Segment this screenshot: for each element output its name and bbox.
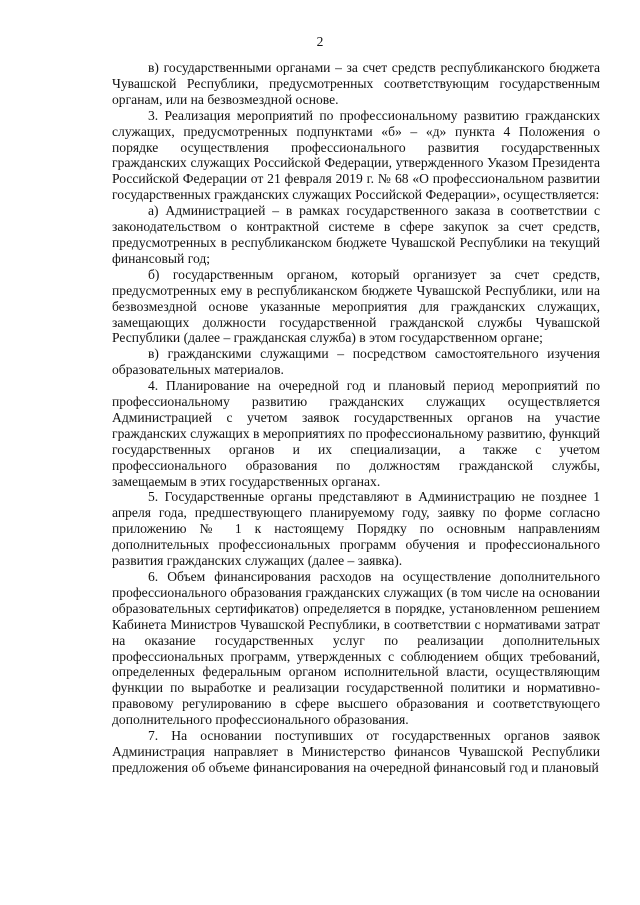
paragraph-3a: а) Администрацией – в рамках государственного заказа в соответствии с законодательством о контрактной системе в сфере закупок за счет средств, предусмотренных в республиканском бюджете Чувашской Республики на текущий финансовый год; <box>112 203 600 266</box>
document-body <box>112 60 600 776</box>
paragraph-3: 3. Реализация мероприятий по профессиональному развитию гражданских служащих, предусмотренных подпунктами «б» – «д» пункта 4 Положения о порядке осуществления профессионального развития государственных гражданских служащих Российской Федерации, утвержденного Указом Президента Российской Федерации от 21 февраля 2019 г. № 68 «О профессиональном развитии государственных гражданских служащих Российской Федерации», осуществляется: <box>112 107 600 203</box>
paragraph-7: 7. На основании поступивших от государственных органов заявок Администрация направляет в Министерство финансов Чувашской Республики предложения об объеме финансирования на очередной финансовый год и плановый <box>112 728 600 775</box>
paragraph-2v-continuation: в) государственными органами – за счет средств республиканского бюджета Чувашской Республики, предусмотренных соответствующим государственным органам, или на безвозмездной основе. <box>112 60 600 107</box>
paragraph-3b: б) государственным органом, который организует за счет средств, предусмотренных ему в республиканском бюджете Чувашской Республики, или на безвозмездной основе указанные мероприятия для гражданских служащих, замещающих должности государственной гражданской службы Чувашской Республики (далее – гражданская служба) в этом государственном органе; <box>112 266 600 346</box>
paragraph-4: 4. Планирование на очередной год и плановый период мероприятий по профессиональному развитию гражданских служащих осуществляется Администрацией с учетом заявок государственных органов на участие гражданских служащих в мероприятиях по профессиональному развитию, функций государственных органов и их специализации, а также с учетом профессионального образования по должностям гражданской службы, замещаемым в этих государственных органах. <box>112 378 600 489</box>
page-number: 2 <box>316 34 324 49</box>
paragraph-6: 6. Объем финансирования расходов на осуществление дополнительного профессионального образования гражданских служащих (в том числе на основании образовательных сертификатов) определяется в порядке, установленном решением Кабинета Министров Чувашской Республики, в соответствии с нормативами затрат на оказание государственных услуг по реализации дополнительных профессиональных программ, утвержденных с соблюдением общих требований, определенных федеральным органом исполнительной власти, осуществляющим функции по выработке и реализации государственной политики и нормативно-правовому регулированию в сфере высшего образования и соответствующего дополнительного профессионального образования. <box>112 569 600 728</box>
paragraph-3v: в) гражданскими служащими – посредством самостоятельного изучения образовательных материалов. <box>112 346 600 378</box>
paragraph-5: 5. Государственные органы представляют в Администрацию не позднее 1 апреля года, предшествующего планируемому году, заявку по форме согласно приложению № 1 к настоящему Порядку по основным направлениям дополнительных профессиональных программ обучения и профессионального развития гражданских служащих (далее – заявка). <box>112 489 600 569</box>
